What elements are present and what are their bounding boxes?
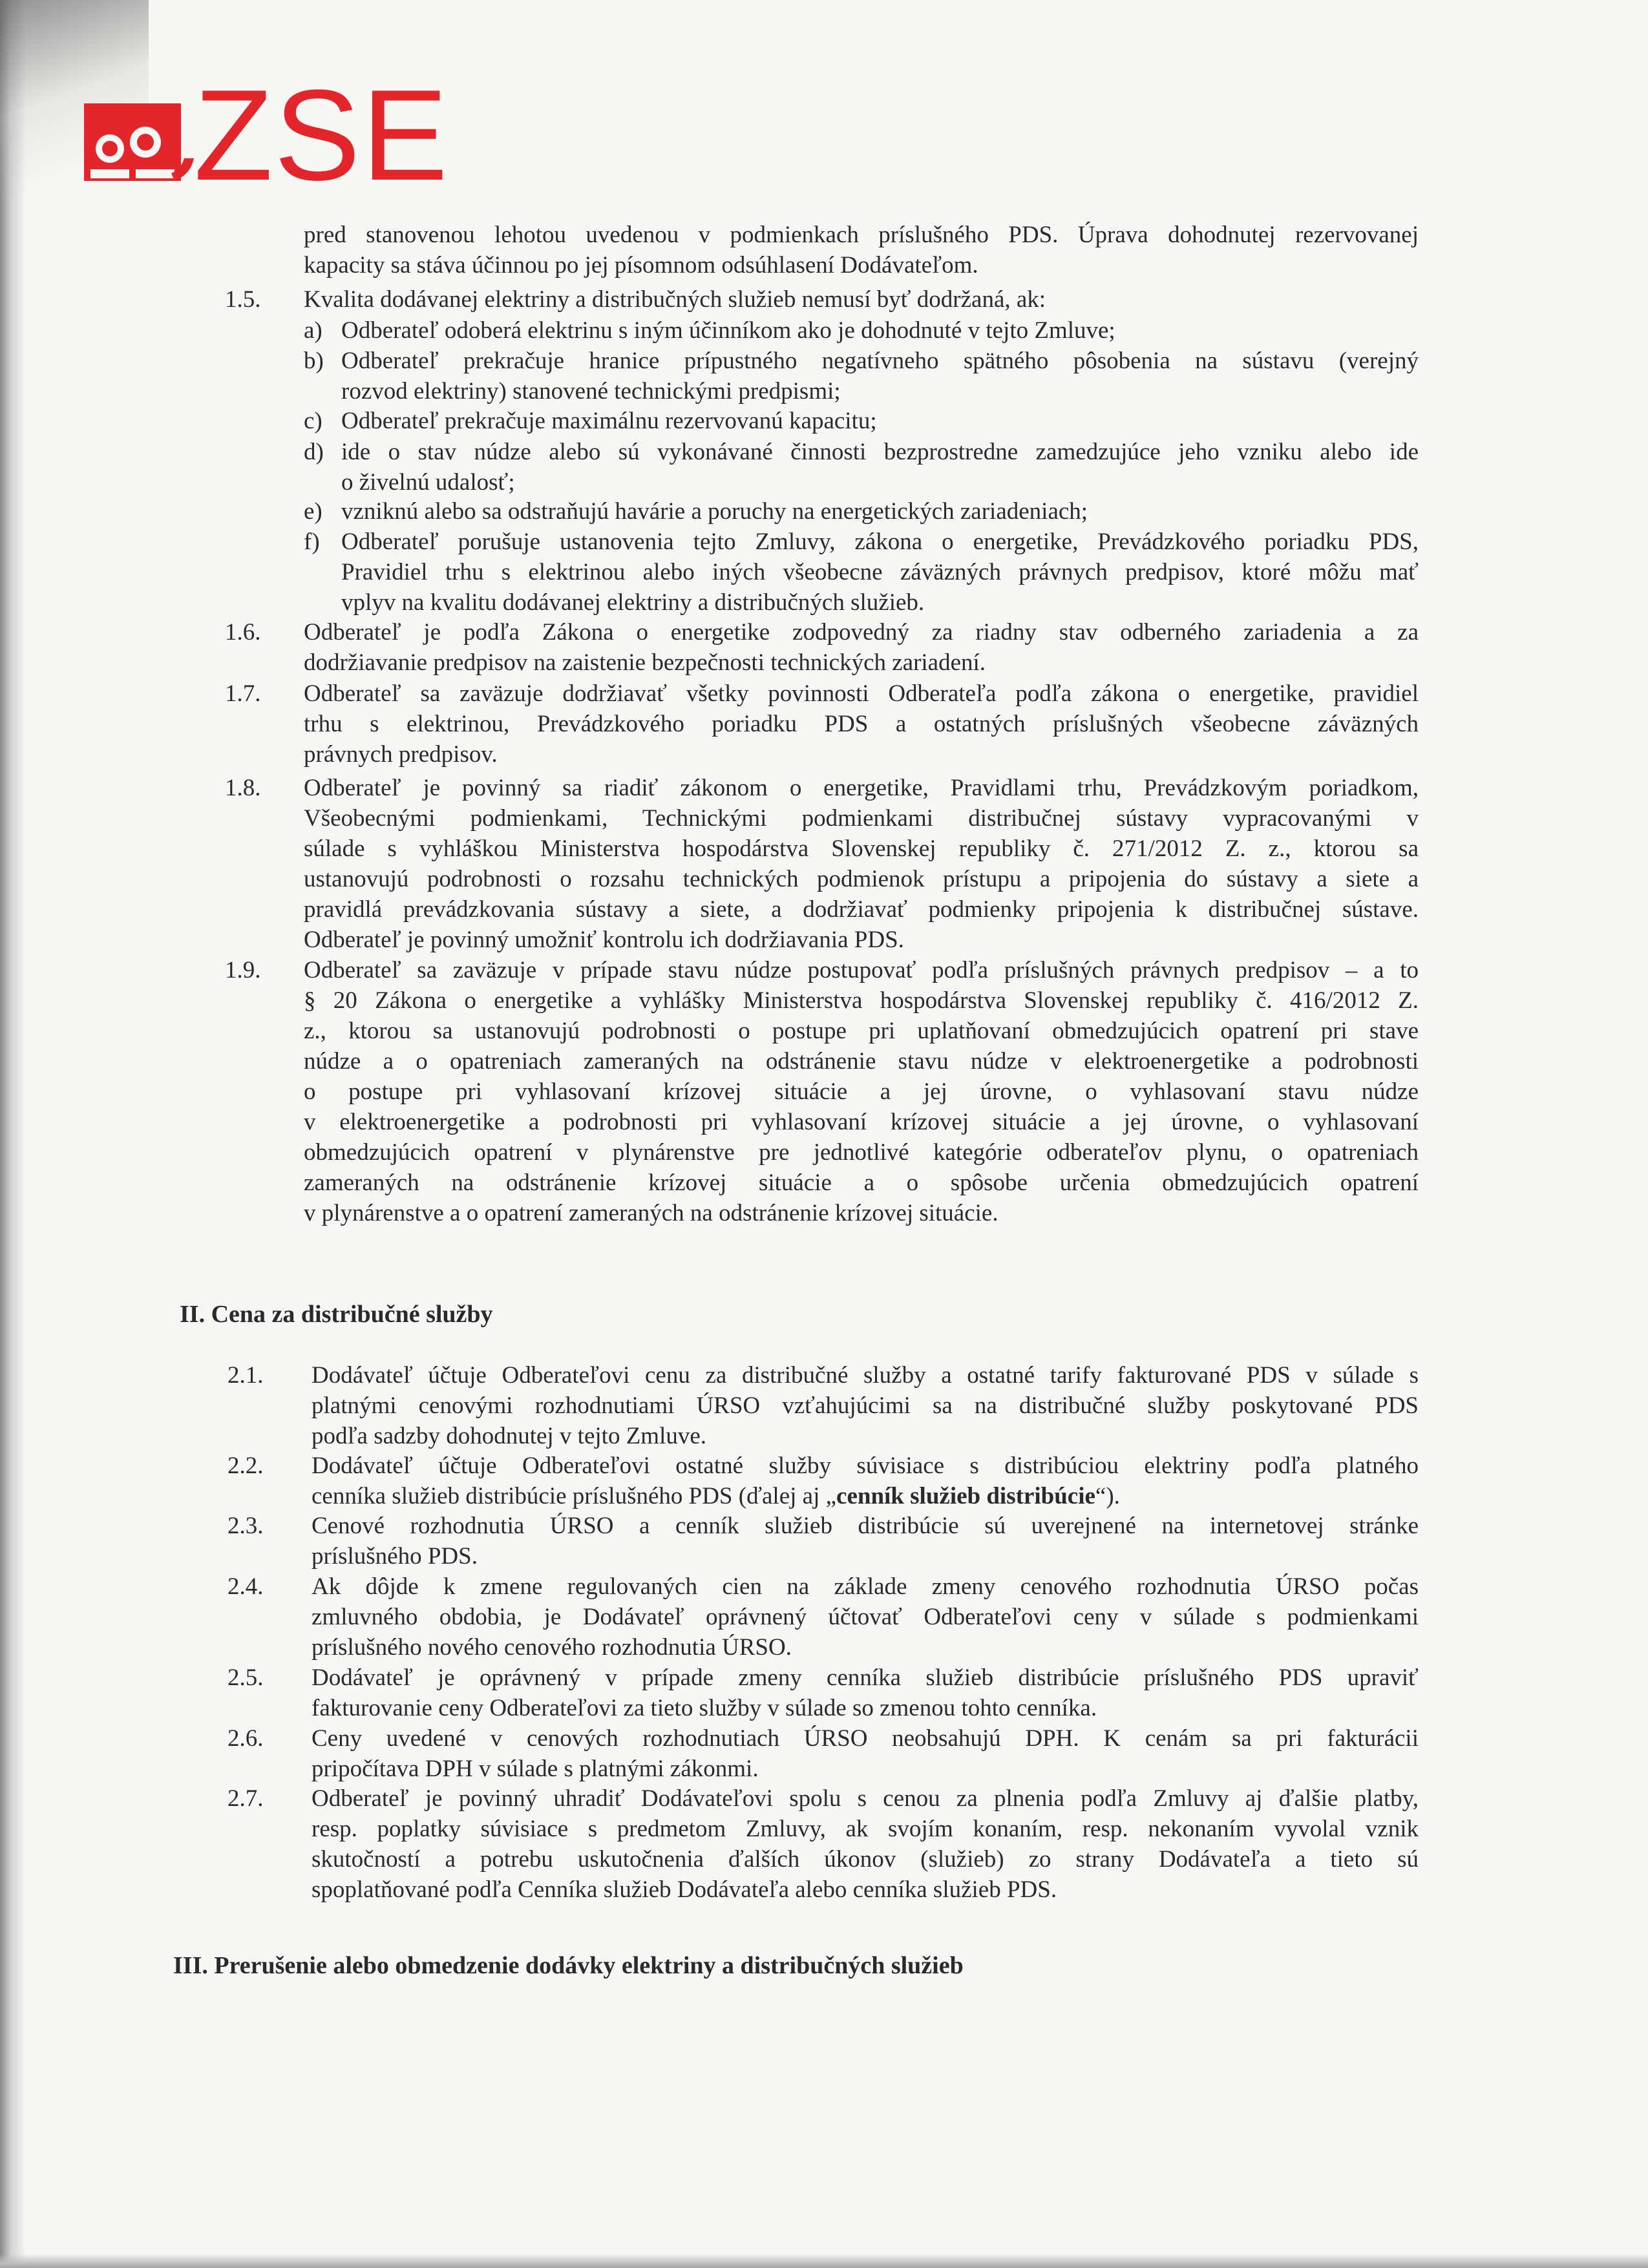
paragraph-line: právnych predpisov.: [304, 741, 498, 768]
scan-shadow-bottom: [0, 2254, 1648, 2268]
paragraph-line: Dodávateľ účtuje Odberateľovi ostatné služby súvisiace s distribúciou elektriny podľa platného: [312, 1453, 1419, 1479]
clause-number: 1.7.: [225, 680, 261, 707]
paragraph-line: platnými cenovými rozhodnutiami ÚRSO vzťahujúcimi sa na distribučné služby poskytované PDS: [312, 1392, 1419, 1419]
zse-logo-mark-icon: [78, 97, 200, 194]
paragraph-line: Dodávateľ je oprávnený v prípade zmeny cenníka služieb distribúcie príslušného PDS upraviť: [312, 1664, 1419, 1691]
clause-number: 2.1.: [227, 1362, 264, 1389]
paragraph-line: núdze a o opatreniach zameraných na odstránenie stavu núdze v elektroenergetike a podrobnosti: [304, 1048, 1419, 1075]
list-item-line: Odberateľ odoberá elektrinu s iným účinníkom ako je dohodnuté v tejto Zmluve;: [341, 317, 1115, 344]
list-item-line: rozvod elektriny) stanovené technickými predpismi;: [341, 378, 841, 404]
paragraph-line: [312, 1481, 1120, 1512]
zse-logo: [78, 63, 449, 207]
list-item-line: vplyv na kvalitu dodávanej elektriny a distribučných služieb.: [341, 589, 925, 616]
paragraph-line: Odberateľ je povinný uhradiť Dodávateľovi spolu s cenou za plnenia podľa Zmluvy aj ďalšie platby,: [312, 1785, 1419, 1812]
paragraph-line: pravidlá prevádzkovania sústavy a siete, a dodržiavať podmienky pripojenia k distribučnej sústave.: [304, 896, 1419, 923]
list-item-label: f): [304, 529, 320, 555]
paragraph-line: v elektroenergetike a podrobnosti pri vyhlasovaní krízovej situácie a jej úrovne, o vyhlasovaní: [304, 1109, 1419, 1135]
paragraph-line: z., ktorou sa ustanovujú podrobnosti o postupe pri uplatňovaní obmedzujúcich opatrení pri stave: [304, 1018, 1419, 1044]
clause-number: 2.7.: [227, 1785, 264, 1812]
clause-number: 1.8.: [225, 775, 261, 801]
paragraph-line: pred stanovenou lehotou uvedenou v podmienkach príslušného PDS. Úprava dohodnutej rezervovanej: [304, 222, 1419, 248]
paragraph-line: v plynárenstve a o opatrení zameraných na odstránenie krízovej situácie.: [304, 1200, 998, 1226]
paragraph-line: Odberateľ je podľa Zákona o energetike zodpovedný za riadny stav odberného zariadenia a za: [304, 619, 1419, 646]
paragraph-line: § 20 Zákona o energetike a vyhlášky Ministerstva hospodárstva Slovenskej republiky č. 416/2012 Z.: [304, 987, 1419, 1014]
paragraph-line: Ak dôjde k zmene regulovaných cien na základe zmeny cenového rozhodnutia ÚRSO počas: [312, 1573, 1419, 1600]
clause-number: 1.5.: [225, 286, 261, 313]
clause-number: 2.2.: [227, 1453, 264, 1479]
scan-shadow-left: [0, 0, 26, 2268]
list-item-line: ide o stav núdze alebo sú vykonávané činnosti bezprostredne zamedzujúce jeho vzniku alebo ide: [341, 439, 1419, 465]
paragraph-line: Cenové rozhodnutia ÚRSO a cenník služieb distribúcie sú uverejnené na internetovej stránke: [312, 1513, 1419, 1539]
paragraph-line: ustanovujú podrobnosti o rozsahu technických podmienok prístupu a pripojenia do sústavy a siete a: [304, 866, 1419, 892]
clause-number: 2.6.: [227, 1725, 264, 1752]
paragraph-line: príslušného PDS.: [312, 1543, 478, 1570]
text-span: cenníka služieb distribúcie príslušného PDS (ďalej aj „: [312, 1483, 837, 1509]
paragraph-line: Odberateľ sa zaväzuje v prípade stavu núdze postupovať podľa príslušných právnych predpisov – a to: [304, 957, 1419, 983]
list-item-label: e): [304, 498, 322, 525]
list-item-line: Odberateľ porušuje ustanovenia tejto Zmluvy, zákona o energetike, Prevádzkového poriadku PDS,: [341, 529, 1419, 555]
section-heading: III. Prerušenie alebo obmedzenie dodávky elektriny a distribučných služieb: [173, 1952, 964, 1979]
paragraph-line: o postupe pri vyhlasovaní krízovej situácie a jej úrovne, o vyhlasovaní stavu núdze: [304, 1078, 1419, 1105]
paragraph-line: Kvalita dodávanej elektriny a distribučných služieb nemusí byť dodržaná, ak:: [304, 286, 1046, 313]
defined-term: cenník služieb distribúcie: [836, 1483, 1095, 1509]
list-item-line: vzniknú alebo sa odstraňujú havárie a poruchy na energetických zariadeniach;: [341, 498, 1088, 525]
paragraph-line: fakturovanie ceny Odberateľovi za tieto služby v súlade so zmenou tohto cenníka.: [312, 1695, 1097, 1721]
paragraph-line: dodržiavanie predpisov na zaistenie bezpečnosti technických zariadení.: [304, 649, 986, 676]
paragraph-line: obmedzujúcich opatrení v plynárenstve pre jednotlivé kategórie odberateľov plynu, o opatreniach: [304, 1139, 1419, 1166]
list-item-label: a): [304, 317, 322, 344]
paragraph-line: podľa sadzby dohodnutej v tejto Zmluve.: [312, 1423, 707, 1449]
list-item-line: Odberateľ prekračuje maximálnu rezervovanú kapacitu;: [341, 408, 877, 434]
paragraph-line: kapacity sa stáva účinnou po jej písomnom odsúhlasení Dodávateľom.: [304, 252, 978, 278]
paragraph-line: Dodávateľ účtuje Odberateľovi cenu za distribučné služby a ostatné tarify fakturované PDS v súlade s: [312, 1362, 1419, 1389]
clause-number: 2.3.: [227, 1513, 264, 1539]
clause-number: 2.5.: [227, 1664, 264, 1691]
paragraph-line: skutočností a potrebu uskutočnenia ďalších úkonov (služieb) zo strany Dodávateľa a tieto sú: [312, 1846, 1419, 1873]
paragraph-line: príslušného nového cenového rozhodnutia ÚRSO.: [312, 1634, 792, 1661]
list-item-line: Pravidiel trhu s elektrinou alebo iných všeobecne záväzných právnych predpisov, ktoré môžu mať: [341, 559, 1419, 585]
list-item-label: b): [304, 348, 324, 374]
list-item-label: c): [304, 408, 322, 434]
zse-logo-text: ZSE: [194, 63, 449, 207]
list-item-line: o živelnú udalosť;: [341, 469, 515, 496]
paragraph-line: Odberateľ sa zaväzuje dodržiavať všetky povinnosti Odberateľa podľa zákona o energetike, pravidiel: [304, 680, 1419, 707]
clause-number: 2.4.: [227, 1573, 264, 1600]
paragraph-line: súlade s vyhláškou Ministerstva hospodárstva Slovenskej republiky č. 271/2012 Z. z., ktorou sa: [304, 835, 1419, 862]
list-item-line: Odberateľ prekračuje hranice prípustného negatívneho spätného pôsobenia na sústavu (verejný: [341, 348, 1419, 374]
paragraph-line: zameraných na odstránenie krízovej situácie a o spôsobe určenia obmedzujúcich opatrení: [304, 1170, 1419, 1196]
section-heading: II. Cena za distribučné služby: [180, 1301, 493, 1328]
clause-number: 1.9.: [225, 957, 261, 983]
paragraph-line: trhu s elektrinou, Prevádzkového poriadku PDS a ostatných príslušných všeobecne záväzných: [304, 711, 1419, 737]
list-item-label: d): [304, 439, 324, 465]
clause-number: 1.6.: [225, 619, 261, 646]
paragraph-line: spoplatňované podľa Cenníka služieb Dodávateľa alebo cenníka služieb PDS.: [312, 1876, 1057, 1903]
paragraph-line: pripočítava DPH v súlade s platnými zákonmi.: [312, 1756, 759, 1782]
paragraph-line: resp. poplatky súvisiace s predmetom Zmluvy, ak svojím konaním, resp. nekonaním vyvolal vznik: [312, 1816, 1419, 1842]
paragraph-line: Odberateľ je povinný umožniť kontrolu ich dodržiavania PDS.: [304, 927, 904, 953]
paragraph-line: Ceny uvedené v cenových rozhodnutiach ÚRSO neobsahujú DPH. K cenám sa pri fakturácii: [312, 1725, 1419, 1752]
paragraph-line: Odberateľ je povinný sa riadiť zákonom o energetike, Pravidlami trhu, Prevádzkovým poriadkom,: [304, 775, 1419, 801]
paragraph-line: zmluvného obdobia, je Dodávateľ oprávnený účtovať Odberateľovi ceny v súlade s podmienkami: [312, 1604, 1419, 1630]
paragraph-line: Všeobecnými podmienkami, Technickými podmienkami distribučnej sústavy vypracovanými v: [304, 805, 1419, 832]
text-span: “).: [1095, 1483, 1120, 1509]
